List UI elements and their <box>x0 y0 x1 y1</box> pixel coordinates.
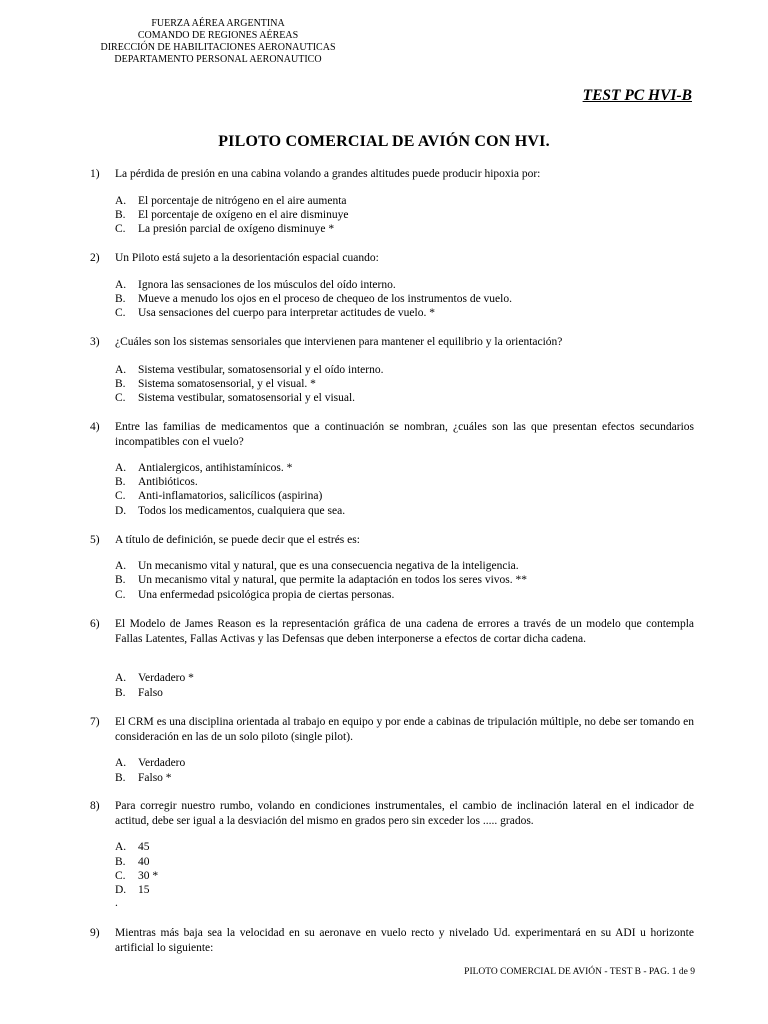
option-text: Antialergicos, antihistamínicos. * <box>138 462 293 474</box>
option-letter: A. <box>115 462 127 474</box>
question-number: 7) <box>90 716 100 728</box>
option-letter: C. <box>115 307 126 319</box>
header-line: DEPARTAMENTO PERSONAL AERONAUTICO <box>114 54 322 65</box>
option-letter: D. <box>115 884 127 896</box>
question-number: 3) <box>90 336 100 348</box>
question-number: 2) <box>90 252 100 264</box>
option-text: 15 <box>138 884 150 896</box>
option-letter: A. <box>115 364 127 376</box>
option-text: Una enfermedad psicológica propia de ciertas personas. <box>138 589 395 601</box>
question-number: 4) <box>90 421 100 433</box>
option-text: Un mecanismo vital y natural, que es una consecuencia negativa de la inteligencia. <box>138 560 519 572</box>
question-text: Un Piloto está sujeto a la desorientación espacial cuando: <box>115 252 379 264</box>
question-number: 9) <box>90 927 100 939</box>
option-letter: B. <box>115 476 126 488</box>
option-text: El porcentaje de nitrógeno en el aire aumenta <box>138 195 347 207</box>
page-footer: PILOTO COMERCIAL DE AVIÓN - TEST B - PAG. 1 de 9 <box>464 967 695 977</box>
option-letter: C. <box>115 589 126 601</box>
question-number: 1) <box>90 168 100 180</box>
option-letter: A. <box>115 279 127 291</box>
option-text: Todos los medicamentos, cualquiera que sea. <box>138 505 346 517</box>
question-number: 5) <box>90 534 100 546</box>
option-text: Un mecanismo vital y natural, que permite la adaptación en todos los seres vivos. ** <box>138 574 527 586</box>
option-letter: A. <box>115 672 127 684</box>
option-letter: B. <box>115 209 126 221</box>
question-text: ¿Cuáles son los sistemas sensoriales que intervienen para mantener el equilibrio y la orientación? <box>115 336 563 348</box>
option-letter: C. <box>115 490 126 502</box>
header-line: FUERZA AÉREA ARGENTINA <box>151 18 285 29</box>
option-text: Sistema vestibular, somatosensorial y el visual. <box>138 392 356 404</box>
header-line: DIRECCIÓN DE HABILITACIONES AERONAUTICAS <box>100 42 336 53</box>
option-letter: D. <box>115 505 127 517</box>
question-number: 6) <box>90 618 100 630</box>
option-letter: A. <box>115 195 127 207</box>
question-text: La pérdida de presión en una cabina volando a grandes altitudes puede producir hipoxia por: <box>115 168 541 180</box>
option-letter: B. <box>115 574 126 586</box>
option-letter: B. <box>115 687 126 699</box>
option-text: Sistema vestibular, somatosensorial y el oído interno. <box>138 364 384 376</box>
option-text: Usa sensaciones del cuerpo para interpretar actitudes de vuelo. * <box>138 307 435 319</box>
option-letter: A. <box>115 841 127 853</box>
question-number: 8) <box>90 800 100 812</box>
option-text: 40 <box>138 856 150 868</box>
option-letter: C. <box>115 223 126 235</box>
option-text: 30 * <box>138 870 159 882</box>
option-text: Anti-inflamatorios, salicílicos (aspirina) <box>138 490 323 502</box>
trailing-period: . <box>115 897 118 909</box>
option-text: Sistema somatosensorial, y el visual. * <box>138 378 316 390</box>
option-text: 45 <box>138 841 150 853</box>
question-text: A título de definición, se puede decir que el estrés es: <box>115 534 360 546</box>
option-letter: A. <box>115 560 127 572</box>
option-text: Verdadero <box>138 757 186 769</box>
question-text: Mientras más baja sea la velocidad en su aeronave en vuelo recto y nivelado Ud. experimentará en su ADI u horizonte artificial lo siguiente: <box>115 927 694 954</box>
option-text: Antibióticos. <box>138 476 198 488</box>
option-letter: C. <box>115 870 126 882</box>
question-text: El CRM es una disciplina orientada al trabajo en equipo y por ende a cabinas de tripulación múltiple, no debe ser tomando en consideración en las de un solo piloto (single pilot). <box>115 716 694 743</box>
page-title: PILOTO COMERCIAL DE AVIÓN CON HVI. <box>218 133 550 150</box>
question-text: Para corregir nuestro rumbo, volando en condiciones instrumentales, el cambio de inclinación lateral en el indicador de actitud, debe ser igual a la desviación del mismo en grados pero sin exceder los ..... grados. <box>115 800 694 827</box>
option-text: Falso <box>138 687 163 699</box>
option-text: El porcentaje de oxígeno en el aire disminuye <box>138 209 349 221</box>
option-text: Ignora las sensaciones de los músculos del oído interno. <box>138 279 396 291</box>
option-letter: C. <box>115 392 126 404</box>
institution-header <box>82 18 354 66</box>
option-letter: A. <box>115 757 127 769</box>
option-letter: B. <box>115 378 126 390</box>
question-text: Entre las familias de medicamentos que a continuación se nombran, ¿cuáles son las que presentan efectos secundarios incompatibles con el vuelo? <box>115 421 694 448</box>
option-text: Verdadero * <box>138 672 194 684</box>
question-text: El Modelo de James Reason es la representación gráfica de una cadena de errores a través de un modelo que contempla Fallas Latentes, Fallas Activas y las Defensas que deben interponerse a efectos de cortar dicha cadena. <box>115 618 694 645</box>
option-letter: B. <box>115 293 126 305</box>
option-text: Falso * <box>138 772 172 784</box>
option-text: La presión parcial de oxígeno disminuye * <box>138 223 335 235</box>
option-letter: B. <box>115 856 126 868</box>
test-id: TEST PC HVI-B <box>582 87 692 104</box>
option-letter: B. <box>115 772 126 784</box>
header-line: COMANDO DE REGIONES AÉREAS <box>137 30 299 41</box>
option-text: Mueve a menudo los ojos en el proceso de chequeo de los instrumentos de vuelo. <box>138 293 512 305</box>
